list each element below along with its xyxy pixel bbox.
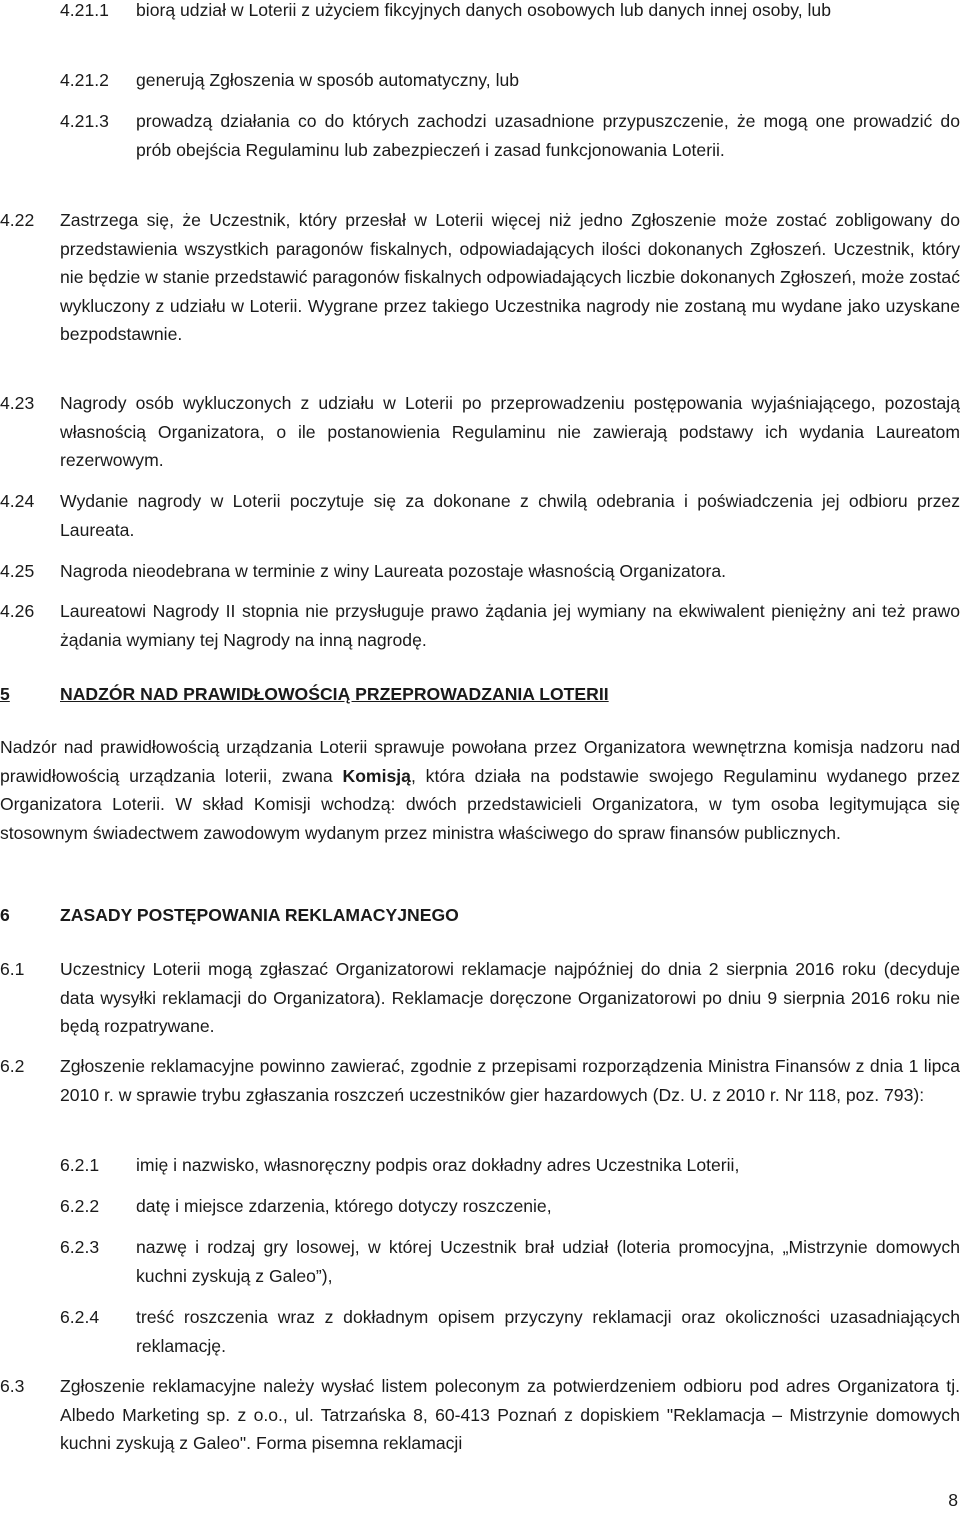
item-number: 4.21.3 (60, 111, 109, 131)
item-number: 6.2 (0, 1056, 25, 1076)
item-number: 4.26 (0, 601, 35, 621)
section-title: ZASADY POSTĘPOWANIA REKLAMACYJNEGO (60, 905, 459, 925)
item-text: prowadzą działania co do których zachodzi uzasadnione przypuszczenie, że mogą one prowadzić do prób obejścia Regulaminu lub zabezpieczeń i zasad funkcjonowania Loterii. (136, 111, 960, 160)
list-item (60, 66, 960, 95)
item-text: treść roszczenia wraz z dokładnym opisem przyczyny reklamacji oraz okoliczności uzasadniających reklamację. (136, 1307, 960, 1356)
list-item (60, 1151, 960, 1180)
list-item (0, 1372, 960, 1458)
section-heading (0, 901, 960, 930)
list-item (0, 955, 960, 1041)
section-paragraph (0, 733, 960, 847)
list-item (60, 1303, 960, 1360)
section-title: NADZÓR NAD PRAWIDŁOWOŚCIĄ PRZEPROWADZANIA LOTERII (60, 684, 609, 704)
section-heading (0, 680, 960, 709)
item-number: 4.22 (0, 210, 35, 230)
item-text: biorą udział w Loterii z użyciem fikcyjnych danych osobowych lub danych innej osoby, lub (136, 0, 831, 20)
item-text: Wydanie nagrody w Loterii poczytuje się za dokonane z chwilą odebrania i poświadczenia jej odbioru przez Laureata. (60, 491, 960, 540)
item-text: nazwę i rodzaj gry losowej, w której Uczestnik brał udział (loteria promocyjna, „Mistrzynie domowych kuchni zyskują z Galeo”), (136, 1237, 960, 1286)
item-number: 6.2.3 (60, 1237, 100, 1257)
list-item (0, 389, 960, 475)
paragraph-text: , która działa na podstawie swojego Regulaminu wydanego przez Organizatora Loterii. W skład Komisji wchodzą: dwóch przedstawicieli Organizatora, w tym osoba legitymująca się stosownym świadectwem zawodowym wydanym przez ministra właściwego do spraw finansów publicznych. (0, 765, 960, 843)
item-text: Laureatowi Nagrody II stopnia nie przysługuje prawo żądania jej wymiany na ekwiwalent pieniężny ani też prawo żądania wymiany tej Nagrody na inną nagrodę. (60, 601, 960, 650)
item-text: Zgłoszenie reklamacyjne należy wysłać listem poleconym za potwierdzeniem odbioru pod adres Organizatora tj. Albedo Marketing sp. z o.o., ul. Tatrzańska 8, 60-413 Poznań z dopiskiem "Reklamacja – Mistrzynie domowych kuchni zyskują z Galeo". Forma pisemna reklamacji (60, 1376, 960, 1454)
list-item (60, 0, 960, 25)
list-item (60, 1233, 960, 1290)
page-number: 8 (948, 1490, 958, 1510)
list-item (0, 597, 960, 654)
item-number: 4.21.2 (60, 70, 109, 90)
paragraph-text: Nadzór nad prawidłowością urządzania Loterii sprawuje powołana przez Organizatora wewnętrzna komisja nadzoru nad prawidłowością urządzania loterii, zwana (0, 737, 960, 786)
section-number: 5 (0, 684, 10, 704)
item-text: Zgłoszenie reklamacyjne powinno zawierać, zgodnie z przepisami rozporządzenia Ministra Finansów z dnia 1 lipca 2010 r. w sprawie trybu zgłaszania roszczeń uczestników gier hazardowych (Dz. U. z 2010 r. Nr 118, poz. 793): (60, 1056, 960, 1105)
item-number: 6.2.4 (60, 1307, 100, 1327)
item-number: 6.2.1 (60, 1155, 100, 1175)
item-text: Nagroda nieodebrana w terminie z winy Laureata pozostaje własnością Organizatora. (60, 561, 727, 581)
item-text: imię i nazwisko, własnoręczny podpis oraz dokładny adres Uczestnika Loterii, (136, 1155, 740, 1175)
list-item (60, 1192, 960, 1221)
item-number: 4.21.1 (60, 0, 109, 20)
item-number: 4.23 (0, 393, 35, 413)
item-text: datę i miejsce zdarzenia, którego dotyczy roszczenie, (136, 1196, 552, 1216)
item-text: Uczestnicy Loterii mogą zgłaszać Organizatorowi reklamacje najpóźniej do dnia 2 sierpnia 2016 roku (decyduje data wysyłki reklamacji do Organizatora). Reklamacje doręczone Organizatorowi po dniu 9 sierpnia 2016 roku nie będą rozpatrywane. (60, 959, 960, 1037)
item-number: 6.3 (0, 1376, 25, 1396)
section-number: 6 (0, 905, 10, 925)
list-item (60, 107, 960, 164)
item-text: Nagrody osób wykluczonych z udziału w Loterii po przeprowadzeniu postępowania wyjaśniającego, pozostają własnością Organizatora, o ile postanowienia Regulaminu nie zawierają podstawy ich wydania Laureatom rezerwowym. (60, 393, 960, 471)
item-text: generują Zgłoszenia w sposób automatyczny, lub (136, 70, 520, 90)
list-item (0, 206, 960, 349)
item-number: 6.2.2 (60, 1196, 100, 1216)
item-text: Zastrzega się, że Uczestnik, który przesłał w Loterii więcej niż jedno Zgłoszenie może zostać zobligowany do przedstawienia wszystkich paragonów fiskalnych, odpowiadających ilości dokonanych Zgłoszeń. Uczestnik, który nie będzie w stanie przedstawić paragonów fiskalnych odpowiadających liczbie dokonanych Zgłoszeń, może zostać wykluczony z udziału w Loterii. Wygrane przez takiego Uczestnika nagrody nie zostaną mu wydane jako uzyskane bezpodstawnie. (60, 210, 960, 345)
list-item (0, 557, 960, 586)
item-number: 4.24 (0, 491, 35, 511)
item-number: 4.25 (0, 561, 35, 581)
list-item (0, 1052, 960, 1109)
list-item (0, 487, 960, 544)
defined-term: Komisją (342, 765, 411, 786)
item-number: 6.1 (0, 959, 25, 979)
